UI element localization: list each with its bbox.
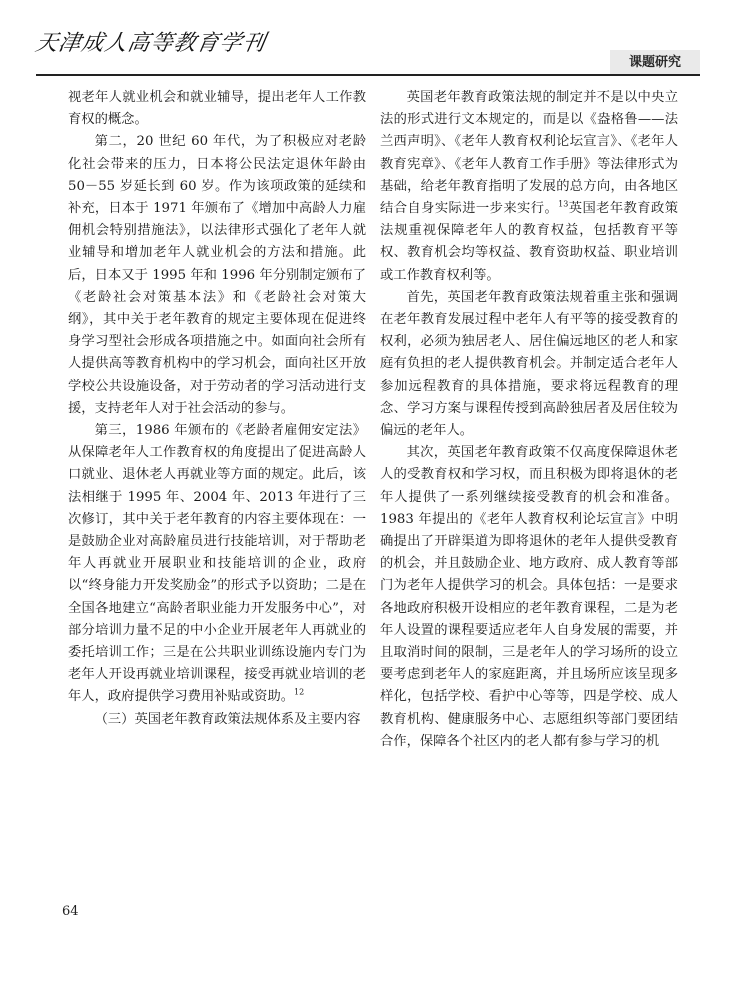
footnote-ref: 12 — [294, 688, 305, 698]
section-label: 课题研究 — [610, 50, 700, 75]
footnote-ref: 13 — [558, 199, 569, 209]
paragraph — [68, 131, 366, 420]
paragraph-text: 首先，英国老年教育政策法规着重主张和强调在老年教育发展过程中老年人有平等的接受教育的权利，必须为独居老人、居住偏远地区的老人和家庭有负担的老人提供教育机会。并制定适合老年人参加远程教育的具体措施，要求将远程教育的理念、学习方案与课程传授到高龄独居者及居住较为偏远的老年人。 — [380, 289, 678, 439]
paragraph-text: 英国老年教育政策法规重视保障老年人的教育权益，包括教育平等权、教育机会均等权益、教育资助权益、职业培训或工作教育权利等。 — [380, 201, 679, 283]
header-rule — [36, 74, 700, 76]
left-column — [68, 87, 366, 731]
section-heading — [68, 709, 366, 731]
paragraph-text: 英国老年教育政策法规的制定并不是以中央立法的形式进行文本规定的，而是以《盎格鲁——法兰西声明》、《老年人教育权利论坛宣言》、《老年人教育宪章》、《老年人教育工作手册》等法律形式为基础，给老年教育指明了发展的总方向，由各地区结合自身实际进一步来实行。 — [380, 90, 678, 217]
paragraph-text: 第二，20 世纪 60 年代，为了积极应对老龄化社会带来的压力，日本将公民法定退休年龄由 50－55 岁延长到 60 岁。作为该项政策的延续和补充，日本于 1971 年颁布了《增加中高龄人力雇佣机会特别措施法》，以法律形式强化了老年人就业辅导和增加老年人就业机会的方法和措施。此后，日本又于 1995 年和 1996 年分别制定颁布了《老龄社会对策基本法》和《老龄社会对策大纲》，其中关于老年教育的规定主要体现在促进终身学习型社会形成各项措施之中。如面向社会所有人提供高等教育机构中的学习机会，面向社区开放学校公共设施设备，对于劳动者的学习活动进行支援，支持老年人对于社会活动的参与。 — [68, 134, 366, 416]
paragraph — [380, 287, 678, 442]
paragraph — [380, 87, 678, 287]
journal-logo: 天津成人高等教育学刊 — [33, 31, 268, 56]
paragraph-text: 第三，1986 年颁布的《老龄者雇佣安定法》从保障老年人工作教育权的角度提出了促进高龄人口就业、退休老人再就业等方面的规定。此后，该法相继于 1995 年、2004 年、2013 年进行了三次修订，其中关于老年教育的内容主要体现在：一是鼓励企业对高龄雇员进行技能培训，对于帮助老年人再就业开展职业和技能培训的企业，政府以“终身能力开发奖励金”的形式予以资助；二是在全国各地建立“高龄者职业能力开发服务中心”，对部分培训力量不足的中小企业开展老年人再就业的委托培训工作；三是在公共职业训练设施内专门为老年人开设再就业培训课程，接受再就业培训的老年人，政府提供学习费用补贴或资助。 — [68, 423, 366, 705]
paragraph-text: 其次，英国老年教育政策不仅高度保障退休老人的受教育权和学习权，而且积极为即将退休的老年人提供了一系列继续接受教育的机会和准备。1983 年提出的《老年人教育权利论坛宣言》中明确提出了开辟渠道为即将退休的老年人提供受教育的机会，并且鼓励企业、地方政府、成人教育等部门为老年人提供学习的机会。具体包括：一是要求各地政府积极开设相应的老年教育课程，二是为老年人设置的课程要适应老年人自身发展的需要，并且取消时间的限制，三是老年人的学习场所的设立要考虑到老年人的家庭距离，并且场所应该呈现多样化，包括学校、看护中心等等，四是学校、成人教育机构、健康服务中心、志愿组织等部门要团结合作，保障各个社区内的老人都有参与学习的机 — [380, 445, 678, 749]
right-column — [380, 87, 678, 753]
paragraph-text: 视老年人就业机会和就业辅导，提出老年人工作教育权的概念。 — [68, 90, 366, 128]
paragraph — [380, 442, 678, 753]
page-header — [33, 26, 700, 76]
page-number: 64 — [62, 904, 79, 919]
paragraph — [68, 87, 366, 131]
paragraph-text: （三）英国老年教育政策法规体系及主要内容 — [94, 711, 361, 727]
paragraph — [68, 420, 366, 709]
